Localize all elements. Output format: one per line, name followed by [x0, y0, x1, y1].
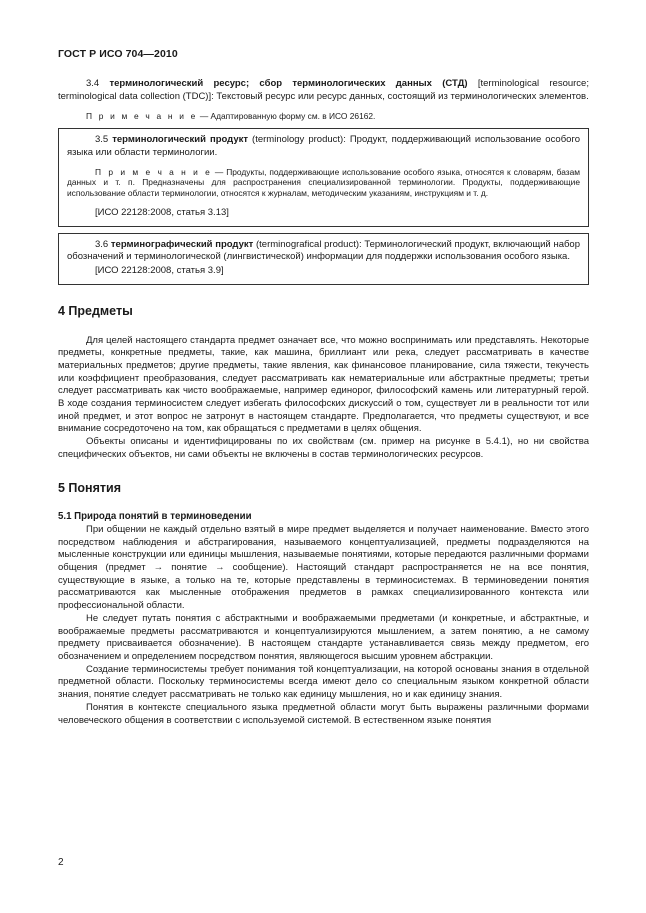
section-4-heading: 4 Предметы [58, 303, 133, 318]
entry-number: 3.6 [95, 238, 111, 250]
term-3-6: терминографический продукт [110, 238, 254, 250]
note-label: П р и м е ч а н и е [86, 111, 198, 122]
entry-3-4-text: [terminological resource; terminological data collection (TDC)]: Текстовый ресурс или ресурс данных, состоящий из терминологических элементов. [58, 78, 589, 102]
entry-3-6-box [58, 233, 589, 285]
page-content [58, 78, 589, 727]
source-3-6: [ИСО 22128:2008, статья 3.9] [95, 265, 224, 277]
subsection-5-1-heading: 5.1 Природа понятий в терминоведении [58, 511, 252, 523]
section-5-paragraph-4: Понятия в контексте специального языка предметной области могут быть выражены различными формами человеческого общения в соответствии с используемой системой. В естественном языке понятия [58, 701, 589, 726]
term-3-4: терминологический ресурс; сбор терминологических данных (СТД) [109, 78, 468, 89]
section-5-paragraph-1: При общении не каждый отдельно взятый в мире предмет выделяется и получает наименование. Вместо этого посредством наблюдения и абстрагирования, называемого концептуализацией, предметы подразделяются на мысленные конструкции или единицы мышления, называемые понятиями, которые передаются различными формами общения (предмет → понятие → сообщение). Настоящий стандарт распространяется не на все понятия, существующие в языке, а только на те, которые представлены в терминосистемах. В терминоведении понятия рассматриваются как мысленные отображения предметов в рамках специализированного контекста или профессиональной области. [58, 523, 589, 612]
entry-3-4 [58, 78, 589, 103]
section-5-heading: 5 Понятия [58, 480, 121, 495]
entry-3-5-text: (terminology product): Продукт, поддерживающий использование особого языка или области терминологии. [67, 134, 580, 158]
note-label: П р и м е ч а н и е [95, 166, 212, 177]
entry-3-5 [67, 134, 580, 159]
entry-3-5-box [58, 128, 589, 227]
note-3-5 [67, 167, 580, 199]
entry-3-6 [67, 239, 580, 264]
entry-number: 3.5 [95, 134, 113, 146]
page-number: 2 [58, 857, 64, 868]
section-5-paragraph-3: Создание терминосистемы требует понимания той концептуализации, на которой основаны знания в отдельной предметной области. Поскольку терминосистемы всегда имеют дело со специальным языком конкретной области знания, понятие следует рассматривать не только как единицу мышления, но и как единицу знания. [58, 663, 589, 701]
entry-number: 3.4 [86, 78, 110, 89]
note-3-4 [58, 111, 589, 122]
note-text: — Продукты, поддерживающие использование особого языка, относятся к словарям, базам данных и т. п. Предназначены для распространения специализированной терминологии. Продукты, поддерживающие использование области терминологии, относятся к журналам, методическим указаниям, инструкциям и т. д. [67, 166, 581, 199]
source-3-5: [ИСО 22128:2008, статья 3.13] [95, 207, 229, 218]
section-4-paragraph-1: Для целей настоящего стандарта предмет означает все, что можно воспринимать или представлять. Некоторые предметы, конкретные предметы, такие, как машина, бриллиант или река, следует рассматривать в качестве материальных предметов; другие предметы, такие явления, как финансовое планирование, сила тяжести, текучесть или коэффициент преобразования, следует рассматривать как нематериальные или абстрактные предметы; третьи следует рассматривать как чисто воображаемые, например единорог, философский камень или литературный герой. В ходе создания терминосистем следует избегать философских дискуссий о том, существует ли в реальности тот или иной предмет, и этот вопрос не затронут в настоящем стандарте. Предполагается, что предметы существуют, и все внимание сосредоточено на том, как обращаться с предметами в целях общения. [58, 334, 589, 435]
section-4-paragraph-2: Объекты описаны и идентифицированы по их свойствам (см. пример на рисунке в 5.4.1), но ни свойства специфических объектов, ни сами объекты не включены в состав терминологических ресурсов. [58, 436, 589, 460]
section-5-paragraph-2: Не следует путать понятия с абстрактными и воображаемыми предметами (и конкретные, и абстрактные, и воображаемые предметы рассматриваются и концептуализируются мышлением, а затем понятию, а не самому предмету присваивается обозначение). В настоящем стандарте устанавливается связь между предметом, его обозначением и определением посредством понятия, являющегося высшим уровнем абстракции. [58, 612, 589, 662]
term-3-5: терминологический продукт [112, 134, 249, 146]
note-text: — Адаптированную форму см. в ИСО 26162. [197, 111, 376, 122]
page-header: ГОСТ Р ИСО 704—2010 [58, 48, 178, 60]
entry-3-6-text: (terminografical product): Терминологический продукт, включающий набор обозначений и терминологической (лингвистической) информации для поддержки использования особого языка. [67, 238, 580, 263]
